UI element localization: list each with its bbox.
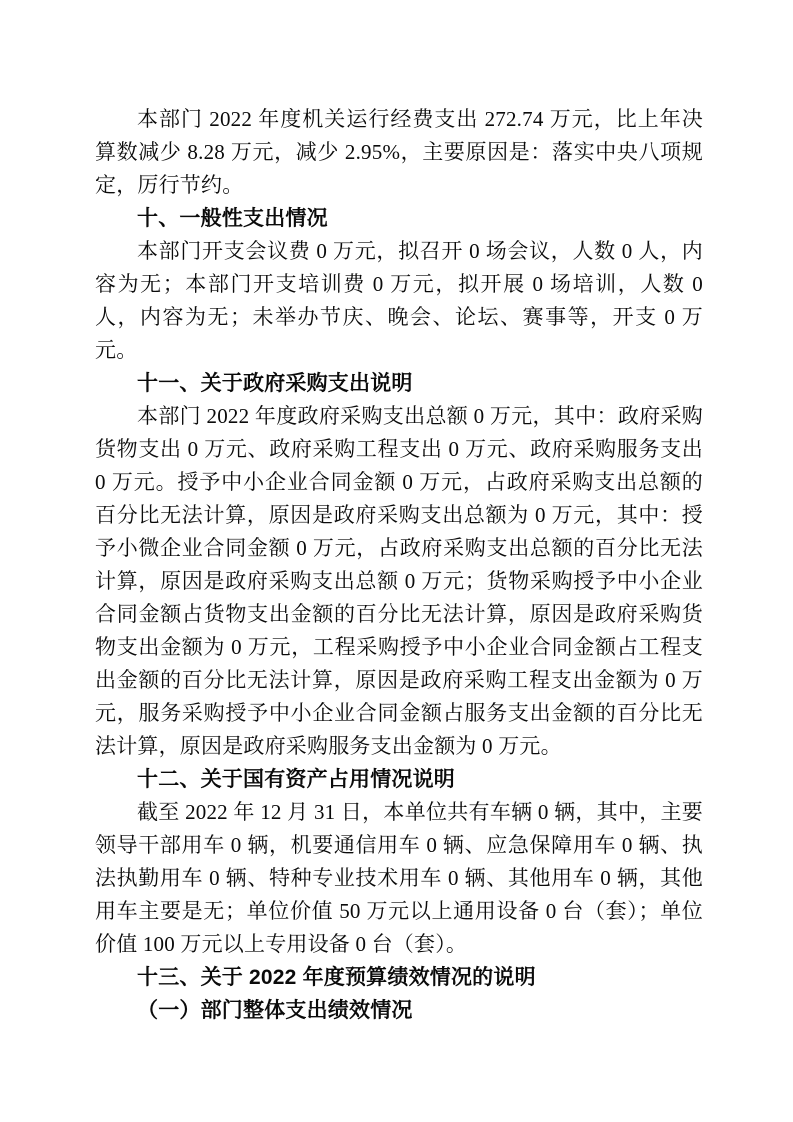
heading-subsection-1-overall-expenditure-performance: （一）部门整体支出绩效情况: [137, 999, 413, 1022]
heading-section-11-government-procurement: 十一、关于政府采购支出说明: [137, 372, 413, 395]
heading-section-12-state-owned-assets: 十二、关于国有资产占用情况说明: [137, 768, 455, 791]
heading-section-10-general-expenditure: 十、一般性支出情况: [137, 207, 328, 230]
paragraph-government-procurement: 本部门 2022 年度政府采购支出总额 0 万元，其中：政府采购货物支出 0 万元、政府采购工程支出 0 万元、政府采购服务支出 0 万元。授予中小企业合同金额 0 万元，占政府采购支出总额的百分比无法计算，原因是政府采购支出总额为 0 万元，其中：授予小微企业合同金额 0 万元，占政府采购支出总额的百分比无法计算，原因是政府采购支出总额 0 万元；货物采购授予中小企业合同金额占货物支出金额的百分比无法计算，原因是政府采购货物支出金额为 0 万元，工程采购授予中小企业合同金额占工程支出金额的百分比无法计算，原因是政府采购工程支出金额为 0 万元，服务采购授予中小企业合同金额占服务支出金额的百分比无法计算，原因是政府采购服务支出金额为 0 万元。: [95, 404, 703, 758]
paragraph-state-owned-assets: 截至 2022 年 12 月 31 日，本单位共有车辆 0 辆，其中，主要领导干部用车 0 辆，机要通信用车 0 辆、应急保障用车 0 辆、执法执勤用车 0 辆、特种专业技术用车 0 辆、其他用车 0 辆，其他用车主要是无；单位价值 50 万元以上通用设备 0 台（套）；单位价值 100 万元以上专用设备 0 台（套）。: [95, 800, 703, 956]
heading-section-13-budget-performance: 十三、关于 2022 年度预算绩效情况的说明: [137, 966, 536, 989]
paragraph-general-expenditure: 本部门开支会议费 0 万元，拟召开 0 场会议，人数 0 人，内容为无；本部门开支培训费 0 万元，拟开展 0 场培训，人数 0 人，内容为无；未举办节庆、晚会、论坛、赛事等，开支 0 万元。: [95, 239, 703, 362]
paragraph-operating-expense: 本部门 2022 年度机关运行经费支出 272.74 万元，比上年决算数减少 8.28 万元，减少 2.95%，主要原因是：落实中央八项规定，厉行节约。: [95, 107, 703, 197]
